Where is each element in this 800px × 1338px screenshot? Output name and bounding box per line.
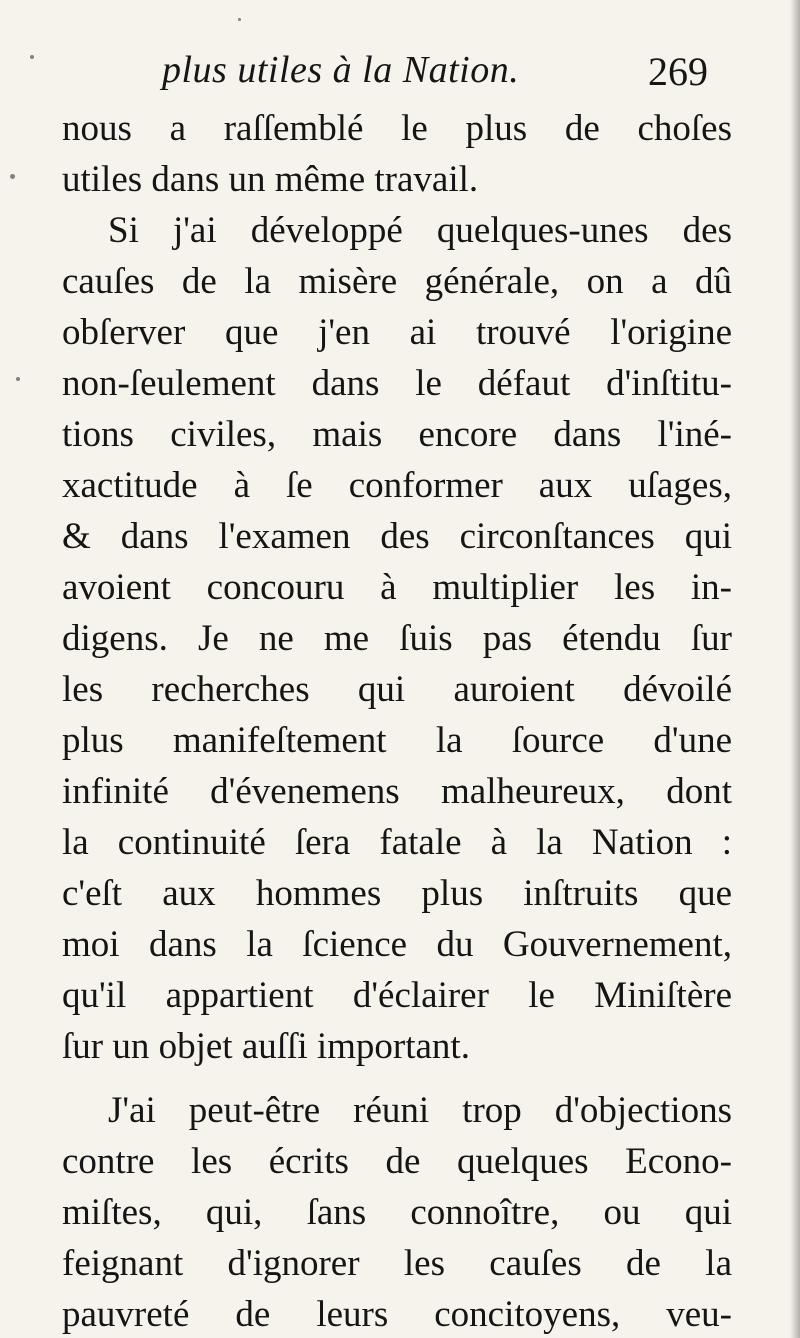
text-line: la continuité ſera fatale à la Nation :	[62, 822, 732, 863]
ink-speck	[10, 174, 15, 179]
text-line: ſur un objet auſſi important.	[62, 1026, 470, 1067]
text-line: infinité d'évenemens malheureux, dont	[62, 771, 732, 812]
text-line: non-ſeulement dans le défaut d'inſtitu-	[62, 363, 732, 404]
text-line: avoient concouru à multiplier les in-	[62, 567, 732, 608]
text-line: obſerver que j'en ai trouvé l'origine	[62, 312, 732, 353]
text-line: J'ai peut-être réuni trop d'objections	[108, 1090, 732, 1131]
text-line: Si j'ai développé quelques-unes des	[108, 210, 732, 251]
text-line: moi dans la ſcience du Gouvernement,	[62, 924, 732, 965]
text-line: tions civiles, mais encore dans l'iné-	[62, 414, 732, 455]
text-line: contre les écrits de quelques Econo-	[62, 1141, 732, 1182]
text-line: xactitude à ſe conformer aux uſages,	[62, 465, 732, 506]
ink-speck	[16, 377, 20, 381]
page-header	[0, 40, 800, 104]
text-line: utiles dans un même travail.	[62, 159, 479, 200]
ink-speck	[238, 18, 241, 21]
text-line: nous a raſſemblé le plus de choſes	[62, 108, 732, 149]
text-line: c'eſt aux hommes plus inſtruits que	[62, 873, 732, 914]
page-number: 269	[648, 49, 708, 94]
text-line: & dans l'examen des circonſtances qui	[62, 516, 732, 557]
running-head: plus utiles à la Nation.	[162, 49, 520, 91]
text-line: miſtes, qui, ſans connoître, ou qui	[62, 1192, 732, 1233]
text-line: feignant d'ignorer les cauſes de la	[62, 1243, 732, 1284]
text-line: pauvreté de leurs concitoyens, veu-	[62, 1294, 732, 1335]
text-line: cauſes de la misère générale, on a dû	[62, 261, 732, 302]
text-line: qu'il appartient d'éclairer le Miniſtère	[62, 975, 732, 1016]
text-line: les recherches qui auroient dévoilé	[62, 669, 732, 710]
text-line: digens. Je ne me ſuis pas étendu ſur	[62, 618, 732, 659]
text-line: plus manifeſtement la ſource d'une	[62, 720, 732, 761]
page-edge-shadow	[790, 0, 800, 1338]
